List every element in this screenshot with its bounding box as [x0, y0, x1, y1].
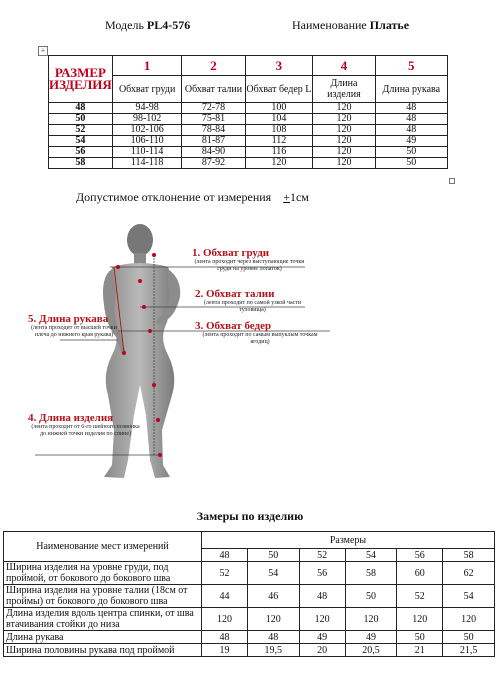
- measurement-value: 50: [397, 631, 443, 644]
- name-label: Наименование: [292, 18, 367, 32]
- place-name-header: Наименование мест измерений: [4, 532, 202, 562]
- measurement-value: 50: [345, 585, 397, 608]
- label-waist-note: (лента проходит по самой узкой части туловища): [203, 300, 302, 313]
- size-col-header: 56: [397, 549, 443, 562]
- value-cell: 50: [375, 147, 447, 158]
- value-cell: 106-110: [112, 136, 182, 147]
- measurement-name: Ширина половины рукава под проймой: [4, 644, 202, 657]
- value-cell: 110-114: [112, 147, 182, 158]
- measurement-value: 21,5: [443, 644, 495, 657]
- value-cell: 75-81: [182, 114, 245, 125]
- value-cell: 72-78: [182, 103, 245, 114]
- measurement-value: 120: [397, 608, 443, 631]
- col-header: Обхват бедер L: [245, 76, 313, 103]
- tolerance-line: [76, 190, 309, 205]
- value-cell: 120: [313, 147, 375, 158]
- measurement-name: Ширина изделия на уровне груди, под проймой, от бокового до бокового шва: [4, 562, 202, 585]
- value-cell: 50: [375, 158, 447, 169]
- col-header: Обхват груди: [112, 76, 182, 103]
- value-cell: 94-98: [112, 103, 182, 114]
- value-cell: 48: [375, 103, 447, 114]
- value-cell: 100: [245, 103, 313, 114]
- measurement-value: 48: [299, 585, 345, 608]
- measurement-value: 62: [443, 562, 495, 585]
- value-cell: 78-84: [182, 125, 245, 136]
- size-corner-header: РАЗМЕР ИЗДЕЛИЯ: [49, 56, 113, 103]
- measurement-value: 56: [299, 562, 345, 585]
- col-number: 2: [182, 56, 245, 76]
- col-number: 4: [313, 56, 375, 76]
- label-hips: [195, 320, 325, 346]
- measurement-value: 46: [247, 585, 299, 608]
- size-cell: 52: [49, 125, 113, 136]
- col-number: 1: [112, 56, 182, 76]
- measurement-value: 54: [443, 585, 495, 608]
- measurement-value: 120: [299, 608, 345, 631]
- tolerance-text: Допустимое отклонение от измерения: [76, 190, 272, 204]
- label-length-note: (лента проходит от 6-го шейного позвонка до нижней точки изделия по спине): [31, 424, 140, 437]
- label-waist: [195, 288, 310, 314]
- model-line: [105, 18, 190, 33]
- measurement-value: 21: [397, 644, 443, 657]
- size-row: [49, 147, 448, 158]
- value-cell: 120: [245, 158, 313, 169]
- label-hips-title: 3. Обхват бедер: [195, 320, 272, 332]
- measurements-title: Замеры по изделию: [196, 509, 304, 523]
- value-cell: 114-118: [112, 158, 182, 169]
- label-sleeve: [28, 313, 120, 339]
- size-cell: 48: [49, 103, 113, 114]
- measurement-value: 58: [345, 562, 397, 585]
- col-header: Длина рукава: [375, 76, 447, 103]
- value-cell: 49: [375, 136, 447, 147]
- value-cell: 116: [245, 147, 313, 158]
- measurement-value: 50: [443, 631, 495, 644]
- measurement-value: 44: [202, 585, 248, 608]
- label-waist-title: 2. Обхват талии: [195, 288, 275, 300]
- value-cell: 112: [245, 136, 313, 147]
- model-label: Модель: [105, 18, 144, 32]
- size-col-header: 48: [202, 549, 248, 562]
- value-cell: 98-102: [112, 114, 182, 125]
- name-line: [292, 18, 409, 33]
- measurement-value: 48: [247, 631, 299, 644]
- size-row: [49, 136, 448, 147]
- measurement-name: Длина рукава: [4, 631, 202, 644]
- size-cell: 56: [49, 147, 113, 158]
- label-sleeve-note: (лента проходит от высшей точки плеча до нижнего края рукава): [31, 325, 117, 338]
- value-cell: 84-90: [182, 147, 245, 158]
- tolerance-value: 1см: [289, 190, 309, 204]
- size-col-header: 52: [299, 549, 345, 562]
- name-value: Платье: [369, 18, 410, 32]
- col-number: 5: [375, 56, 447, 76]
- measurement-value: 52: [397, 585, 443, 608]
- measurement-name: Длина изделия вдоль центра спинки, от шва втачивания стойки до низа: [4, 608, 202, 631]
- table-move-handle-icon[interactable]: +: [38, 46, 48, 56]
- size-row: [49, 103, 448, 114]
- value-cell: 104: [245, 114, 313, 125]
- measurement-value: 19: [202, 644, 248, 657]
- measurement-row: [4, 585, 495, 608]
- value-cell: 120: [313, 125, 375, 136]
- measurement-value: 120: [247, 608, 299, 631]
- value-cell: 102-106: [112, 125, 182, 136]
- table-resize-handle-icon[interactable]: [449, 178, 455, 184]
- label-sleeve-title: 5. Длина рукава: [28, 313, 109, 325]
- measurement-value: 49: [345, 631, 397, 644]
- measurement-name: Ширина изделия на уровне талии (18см от проймы) от бокового до бокового шва: [4, 585, 202, 608]
- size-row: [49, 125, 448, 136]
- size-cell: 58: [49, 158, 113, 169]
- value-cell: 120: [313, 114, 375, 125]
- plus-minus-sign: +: [283, 190, 290, 204]
- label-chest: [192, 247, 307, 273]
- measurement-value: 48: [202, 631, 248, 644]
- measurement-row: [4, 562, 495, 585]
- size-cell: 54: [49, 136, 113, 147]
- value-cell: 48: [375, 125, 447, 136]
- value-cell: 120: [313, 103, 375, 114]
- measurement-value: 52: [202, 562, 248, 585]
- size-col-header: 58: [443, 549, 495, 562]
- label-hips-note: (лента проходит по самым выпуклым точкам ягодиц): [202, 332, 318, 345]
- measurement-value: 54: [247, 562, 299, 585]
- value-cell: 120: [313, 158, 375, 169]
- label-chest-title: 1. Обхват груди: [192, 247, 270, 259]
- size-cell: 50: [49, 114, 113, 125]
- measurement-row: [4, 608, 495, 631]
- model-value: PL4-576: [146, 18, 191, 32]
- size-table: [48, 55, 448, 169]
- value-cell: 120: [313, 136, 375, 147]
- measurement-row: [4, 631, 495, 644]
- measurement-value: 20: [299, 644, 345, 657]
- measurement-value: 20,5: [345, 644, 397, 657]
- value-cell: 108: [245, 125, 313, 136]
- col-header: Длина изделия: [313, 76, 375, 103]
- value-cell: 48: [375, 114, 447, 125]
- measurement-value: 19,5: [247, 644, 299, 657]
- size-col-header: 50: [247, 549, 299, 562]
- label-length-title: 4. Длина изделия: [28, 412, 114, 424]
- label-length: [28, 412, 143, 438]
- size-row: [49, 114, 448, 125]
- size-row: [49, 158, 448, 169]
- sizes-header: Размеры: [202, 532, 495, 549]
- value-cell: 87-92: [182, 158, 245, 169]
- col-header: Обхват талии: [182, 76, 245, 103]
- measurement-value: 120: [202, 608, 248, 631]
- value-cell: 81-87: [182, 136, 245, 147]
- measurements-table: [3, 531, 495, 657]
- label-chest-note: (лента проходит через выступающие точки груди на уровне лопаток): [194, 259, 305, 272]
- col-number: 3: [245, 56, 313, 76]
- size-col-header: 54: [345, 549, 397, 562]
- measurement-row: [4, 644, 495, 657]
- measurement-value: 49: [299, 631, 345, 644]
- measurement-value: 60: [397, 562, 443, 585]
- measurement-value: 120: [345, 608, 397, 631]
- measurement-value: 120: [443, 608, 495, 631]
